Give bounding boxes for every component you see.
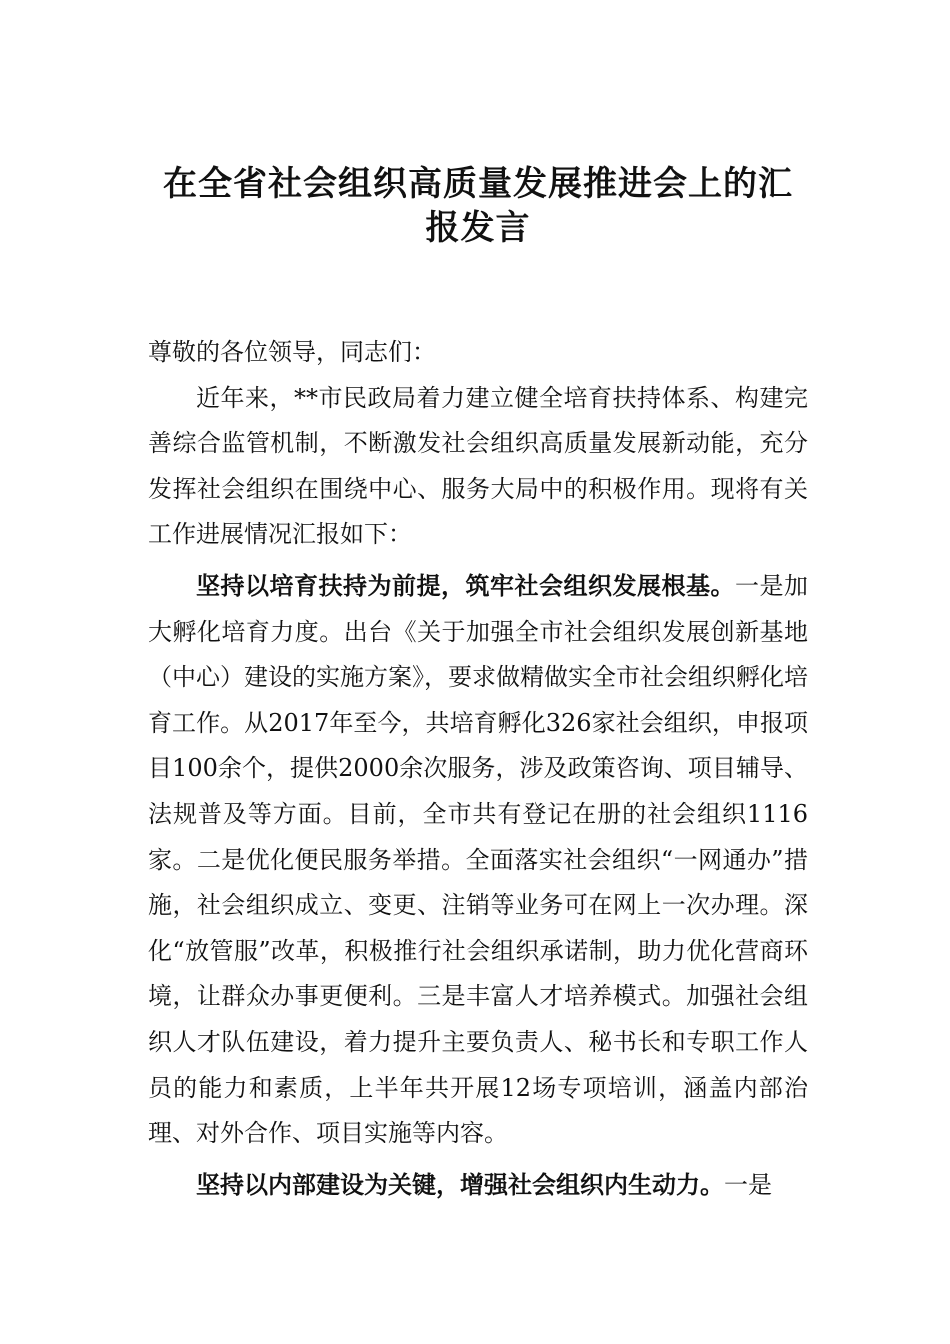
intro-paragraph: 近年来，**市民政局着力建立健全培育扶持体系、构建完善综合监管机制，不断激发社会组织高质量发展新动能，充分发挥社会组织在围绕中心、服务大局中的积极作用。现将有关工作进展情况汇报如下： <box>148 383 808 549</box>
salutation: 尊敬的各位领导，同志们： <box>148 338 436 366</box>
section-1-heading: 坚持以培育扶持为前提，筑牢社会组织发展根基。 <box>196 571 735 600</box>
document-title-line-1: 在全省社会组织高质量发展推进会上的汇 <box>163 164 793 204</box>
section-2-paragraph <box>148 1163 808 1209</box>
document-body <box>148 330 808 1208</box>
document-title-line-2: 报发言 <box>425 208 531 248</box>
section-2-heading: 坚持以内部建设为关键，增强社会组织内生动力。 <box>196 1170 724 1199</box>
section-2-body: 一是 <box>724 1170 772 1199</box>
section-1-body: 一是加大孵化培育力度。出台《关于加强全市社会组织发展创新基地（中心）建设的实施方案》，要求做精做实全市社会组织孵化培育工作。从2017年至今，共培育孵化326家社会组织，申报项目100余个，提供2000余次服务，涉及政策咨询、项目辅导、法规普及等方面。目前，全市共有登记在册的社会组织1116家。二是优化便民服务举措。全面落实社会组织“一网通办”措施，社会组织成立、变更、注销等业务可在网上一次办理。深化“放管服”改革，积极推行社会组织承诺制，助力优化营商环境，让群众办事更便利。三是丰富人才培养模式。加强社会组织人才队伍建设，着力提升主要负责人、秘书长和专职工作人员的能力和素质，上半年共开展12场专项培训，涵盖内部治理、对外合作、项目实施等内容。 <box>148 571 808 1148</box>
section-1-paragraph <box>148 564 808 1157</box>
